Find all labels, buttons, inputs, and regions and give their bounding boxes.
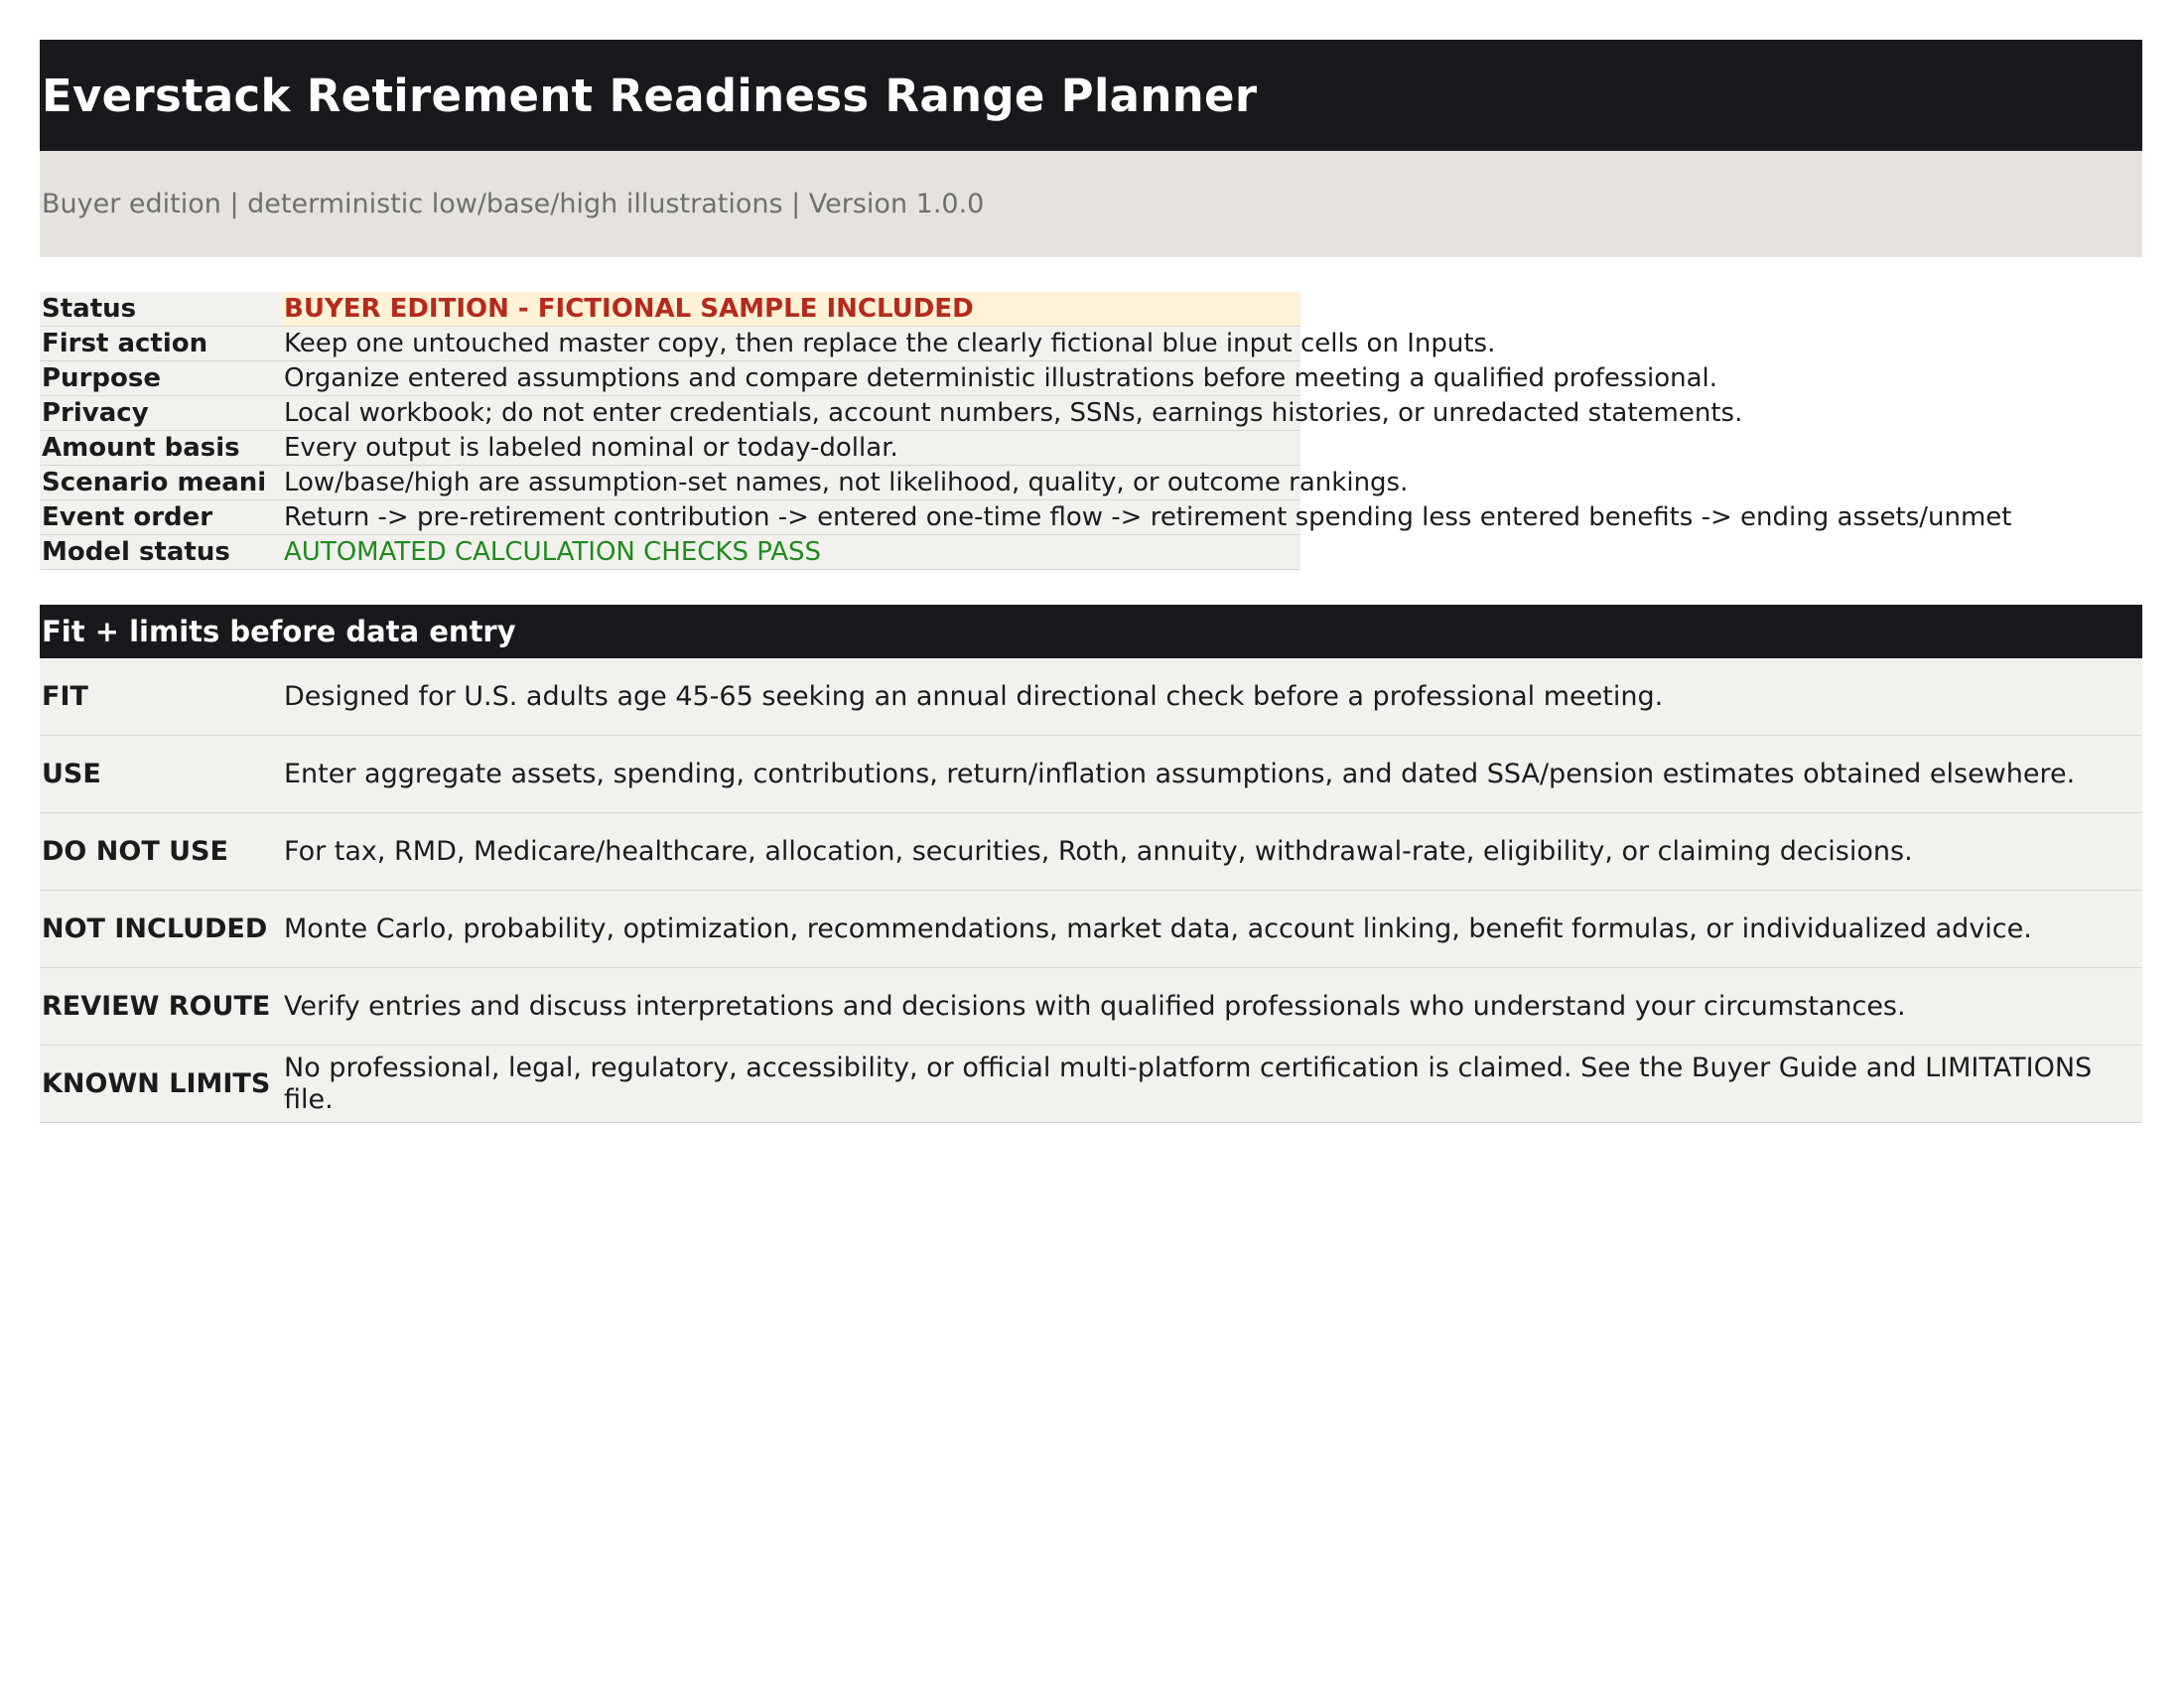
status-row-purpose[interactable] (40, 361, 1718, 396)
page-subtitle: Buyer edition | deterministic low/base/high illustrations | Version 1.0.0 (42, 189, 985, 219)
page-title: Everstack Retirement Readiness Range Planner (42, 69, 1258, 122)
status-row-event-order[interactable] (40, 500, 2012, 535)
status-table (40, 292, 2142, 570)
spreadsheet-sheet (40, 40, 2142, 1123)
fit-table (40, 658, 2142, 1123)
status-row-value: Keep one untouched master copy, then replace the clearly fictional blue input cells on Inputs. (284, 329, 1496, 358)
subtitle-bar (40, 151, 2142, 257)
fit-row-known-limits[interactable] (40, 1046, 2142, 1123)
status-row-label: Event order (42, 502, 213, 532)
fit-row-label: USE (42, 759, 101, 789)
status-row-value: Return -> pre-retirement contribution -> entered one-time flow -> retirement spending less entered benefits -> ending assets/unmet (284, 502, 2012, 532)
status-row-label: Scenario meani (42, 468, 267, 497)
status-row-value: Low/base/high are assumption-set names, not likelihood, quality, or outcome rankings. (284, 468, 1409, 497)
status-row-value: Every output is labeled nominal or today-dollar. (284, 433, 898, 463)
status-row-status[interactable] (40, 292, 1300, 327)
status-row-label: Privacy (42, 398, 149, 428)
status-row-model-status[interactable] (40, 535, 1300, 570)
status-row-value: Organize entered assumptions and compare deterministic illustrations before meeting a qualified professional. (284, 363, 1718, 393)
status-row-scenario-meaning[interactable] (40, 466, 1409, 500)
status-row-label: Model status (42, 537, 230, 567)
status-row-value: AUTOMATED CALCULATION CHECKS PASS (284, 537, 822, 567)
status-row-label: Amount basis (42, 433, 240, 463)
status-row-label: Purpose (42, 363, 161, 393)
fit-row-value: Enter aggregate assets, spending, contributions, return/inflation assumptions, and dated SSA/pension estimates obtained elsewhere. (284, 758, 2076, 789)
fit-row-review-route[interactable] (40, 968, 2142, 1046)
fit-row-label: DO NOT USE (42, 836, 228, 867)
fit-row-label: NOT INCLUDED (42, 914, 268, 944)
status-row-value: Local workbook; do not enter credentials, account numbers, SSNs, earnings histories, or unredacted statements. (284, 398, 1743, 428)
fit-row-value: Designed for U.S. adults age 45-65 seeking an annual directional check before a professional meeting. (284, 680, 1664, 712)
fit-row-value: For tax, RMD, Medicare/healthcare, allocation, securities, Roth, annuity, withdrawal-rate, eligibility, or claiming decisions. (284, 835, 1913, 867)
status-row-amount-basis[interactable] (40, 431, 1300, 466)
fit-section-title: Fit + limits before data entry (42, 615, 516, 648)
title-bar (40, 40, 2142, 151)
fit-section-header (40, 605, 2142, 658)
fit-row-value: No professional, legal, regulatory, accessibility, or official multi-platform certification is claimed. See the Buyer Guide and LIMITATIONS file. (284, 1052, 2093, 1115)
status-row-privacy[interactable] (40, 396, 1743, 431)
status-row-first-action[interactable] (40, 327, 1496, 361)
fit-row-not-included[interactable] (40, 891, 2142, 968)
fit-row-use[interactable] (40, 736, 2142, 813)
status-row-value: BUYER EDITION - FICTIONAL SAMPLE INCLUDED (284, 294, 974, 324)
fit-row-value: Monte Carlo, probability, optimization, recommendations, market data, account linking, benefit formulas, or individualized advice. (284, 913, 2032, 944)
fit-row-label: KNOWN LIMITS (42, 1068, 271, 1099)
status-row-label: Status (42, 294, 137, 324)
fit-row-fit[interactable] (40, 658, 2142, 736)
fit-row-value: Verify entries and discuss interpretations and decisions with qualified professionals who understand your circumstances. (284, 990, 1906, 1022)
fit-row-label: REVIEW ROUTE (42, 991, 271, 1022)
fit-row-do-not-use[interactable] (40, 813, 2142, 891)
status-row-label: First action (42, 329, 208, 358)
fit-row-label: FIT (42, 681, 88, 712)
